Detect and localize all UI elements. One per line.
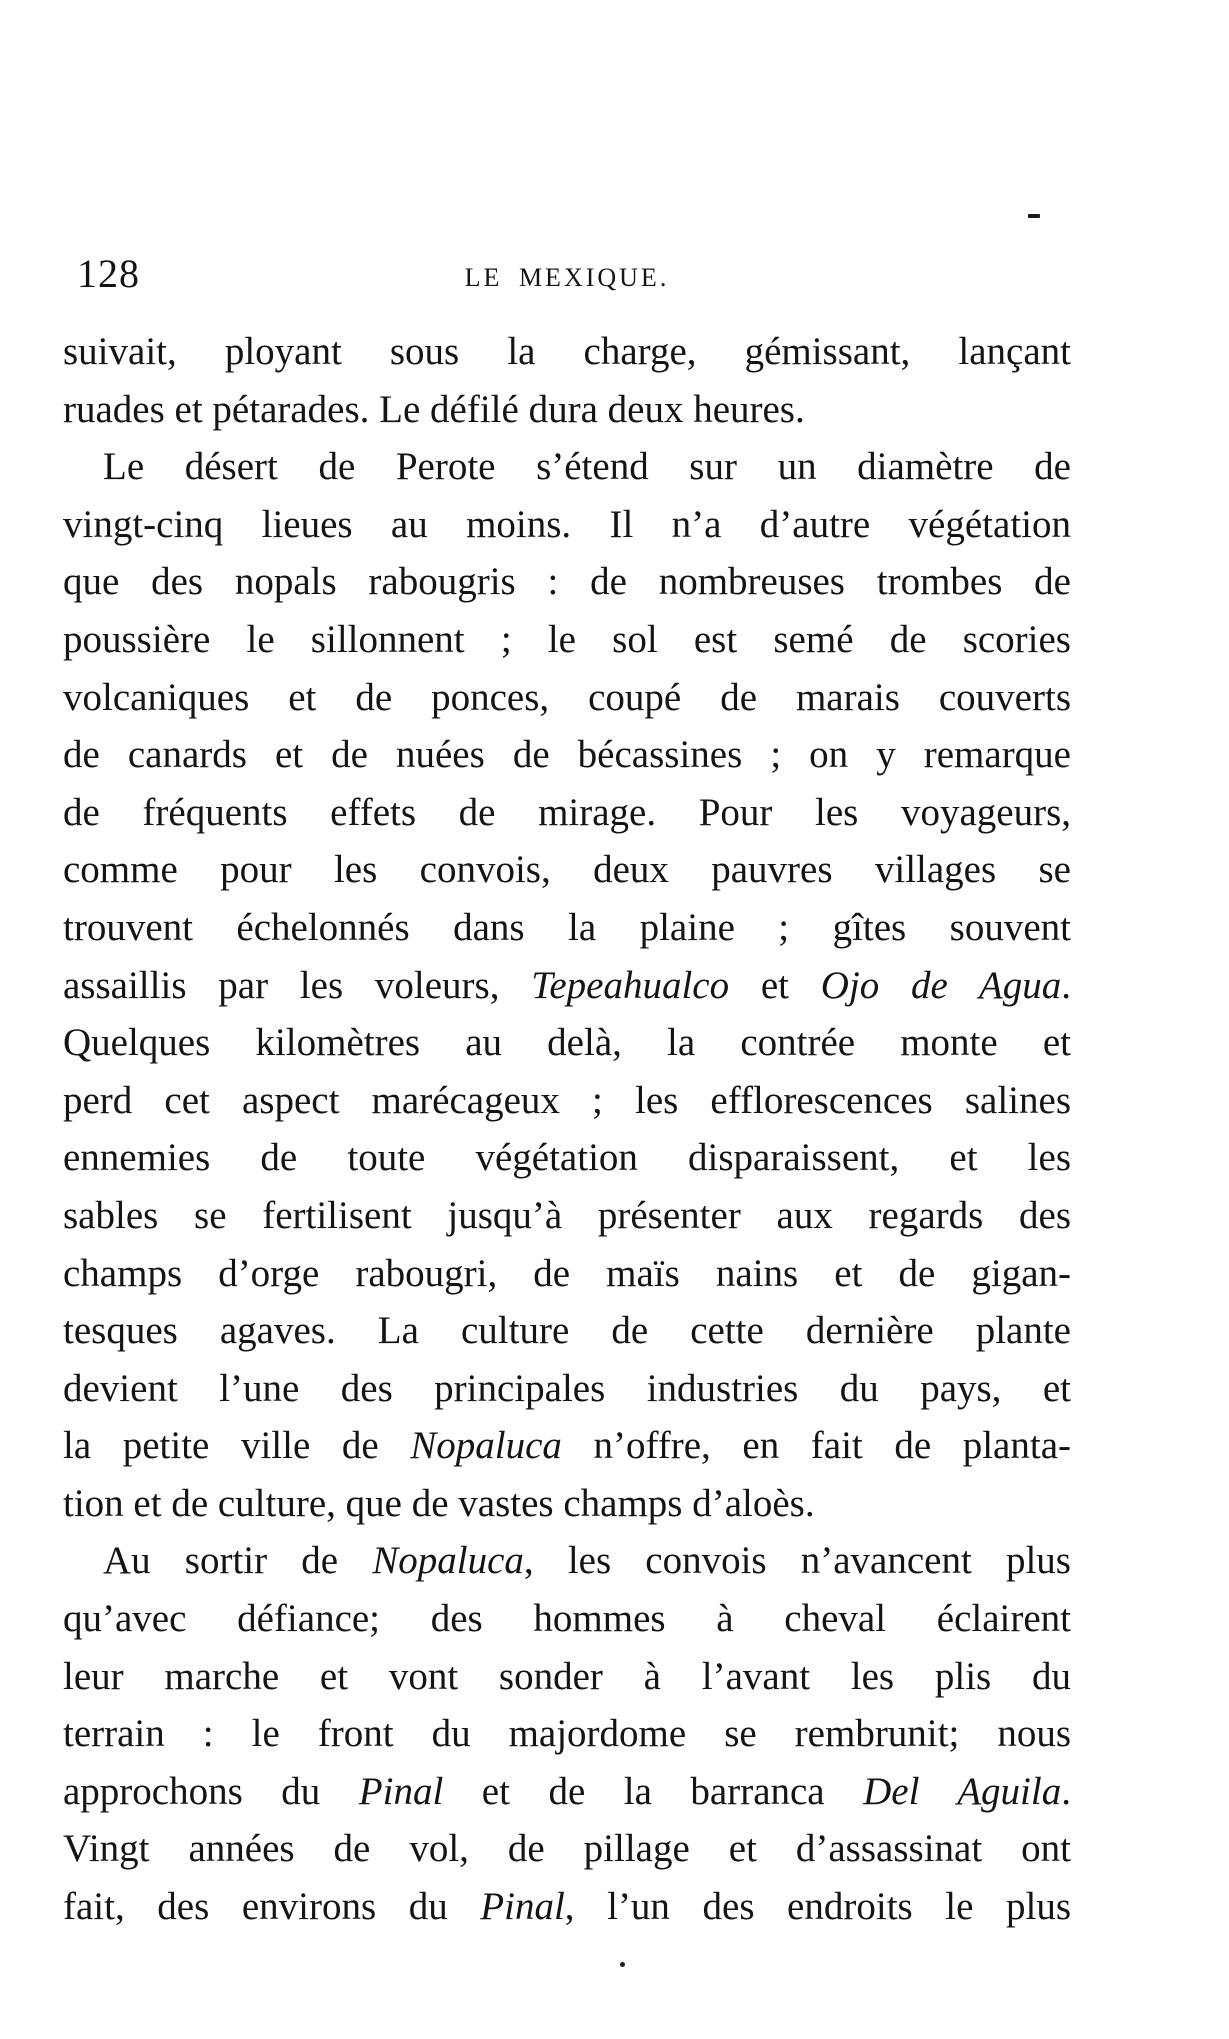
page-number: 128 — [77, 251, 140, 296]
text-line — [63, 669, 1071, 727]
text-segment: de fréquents effets de mirage. Pour les voyageurs, — [63, 790, 1071, 834]
italic-text: Tepeahualco — [531, 963, 730, 1007]
text-line — [63, 438, 1071, 496]
text-line — [63, 611, 1071, 669]
scan-speck-icon — [620, 1962, 625, 1967]
text-segment: terrain : le front du majordome se rembrunit; nous — [63, 1712, 1071, 1756]
text-segment: trouvent échelonnés dans la plaine ; gîtes souvent — [63, 905, 1071, 949]
text-segment: et de la barranca — [443, 1769, 864, 1813]
text-segment: , les convois n’avancent plus — [523, 1539, 1071, 1583]
italic-text: Pinal — [358, 1769, 444, 1813]
text-segment: Vingt années de vol, de pillage et d’assassinat ont — [63, 1827, 1071, 1871]
text-segment: Le désert de Perote s’étend sur un diamètre de — [103, 445, 1071, 489]
italic-text: Ojo de Agua — [820, 963, 1062, 1007]
text-line — [63, 841, 1071, 899]
text-line — [63, 1187, 1071, 1245]
text-line — [63, 1763, 1071, 1821]
italic-text: Pinal — [480, 1885, 565, 1929]
text-line — [63, 1245, 1071, 1303]
text-segment: perd cet aspect marécageux ; les efflorescences salines — [63, 1078, 1071, 1122]
text-line — [63, 899, 1071, 957]
text-line — [63, 1129, 1071, 1187]
text-line — [63, 496, 1071, 554]
text-line — [63, 1072, 1071, 1130]
text-line — [63, 1014, 1071, 1072]
text-line — [63, 1590, 1071, 1648]
text-segment: que des nopals rabougris : de nombreuses trombes de — [63, 560, 1071, 604]
running-title: LE MEXIQUE. — [464, 263, 670, 292]
text-segment: suivait, ployant sous la charge, gémissant, lançant — [63, 330, 1071, 373]
text-line — [63, 1532, 1071, 1590]
text-segment: . — [1061, 1769, 1071, 1813]
text-segment: ennemies de toute végétation disparaissent, et les — [63, 1136, 1071, 1180]
text-segment: leur marche et vont sonder à l’avant les plis du — [63, 1654, 1071, 1698]
text-segment: tesques agaves. La culture de cette dernière plante — [63, 1309, 1071, 1353]
text-line — [63, 1360, 1071, 1418]
text-segment: sables se fertilisent jusqu’à présenter aux regards des — [63, 1193, 1071, 1237]
text-line — [63, 1648, 1071, 1706]
text-line — [63, 957, 1071, 1015]
text-segment: volcaniques et de ponces, coupé de marais couverts — [63, 675, 1071, 719]
text-segment: vingt-cinq lieues au moins. Il n’a d’autre végétation — [63, 502, 1071, 546]
text-line — [63, 1878, 1071, 1936]
text-segment: comme pour les convois, deux pauvres villages se — [63, 848, 1071, 892]
text-segment: n’offre, en fait de planta- — [561, 1424, 1071, 1468]
text-segment: . — [1061, 963, 1071, 1007]
italic-text: Nopaluca — [372, 1539, 524, 1583]
text-segment: qu’avec défiance; des hommes à cheval éclairent — [63, 1597, 1071, 1641]
text-line — [63, 381, 1071, 439]
text-segment: poussière le sillonnent ; le sol est semé de scories — [63, 617, 1071, 661]
text-line — [63, 1820, 1071, 1878]
text-line — [63, 1475, 1071, 1533]
text-segment: fait, des environs du — [63, 1885, 481, 1929]
text-line — [63, 323, 1071, 381]
text-segment: assaillis par les voleurs, — [63, 963, 532, 1007]
text-segment: Quelques kilomètres au delà, la contrée monte et — [63, 1021, 1071, 1065]
text-segment: ruades et pétarades. Le défilé dura deux heures. — [63, 387, 805, 431]
italic-text: Del Aguila — [863, 1769, 1062, 1813]
text-segment: approchons du — [63, 1769, 359, 1813]
italic-text: Nopaluca — [410, 1424, 562, 1468]
page-text — [63, 323, 1071, 1936]
text-line — [63, 726, 1071, 784]
page-header — [63, 252, 1071, 308]
text-line — [63, 1302, 1071, 1360]
text-segment: , l’un des endroits le plus — [564, 1885, 1071, 1929]
text-line — [63, 1417, 1071, 1475]
text-line — [63, 784, 1071, 842]
scan-speck-icon — [1028, 214, 1040, 218]
text-segment: la petite ville de — [63, 1424, 411, 1468]
text-segment: de canards et de nuées de bécassines ; on y remarque — [63, 733, 1071, 777]
text-line — [63, 553, 1071, 611]
text-segment: tion et de culture, que de vastes champs d’aloès. — [63, 1481, 815, 1525]
text-segment: devient l’une des principales industries du pays, et — [63, 1366, 1071, 1410]
text-segment: Au sortir de — [103, 1539, 373, 1583]
text-segment: champs d’orge rabougri, de maïs nains et de gigan- — [63, 1251, 1071, 1295]
text-line — [63, 1705, 1071, 1763]
text-segment: et — [729, 963, 821, 1007]
